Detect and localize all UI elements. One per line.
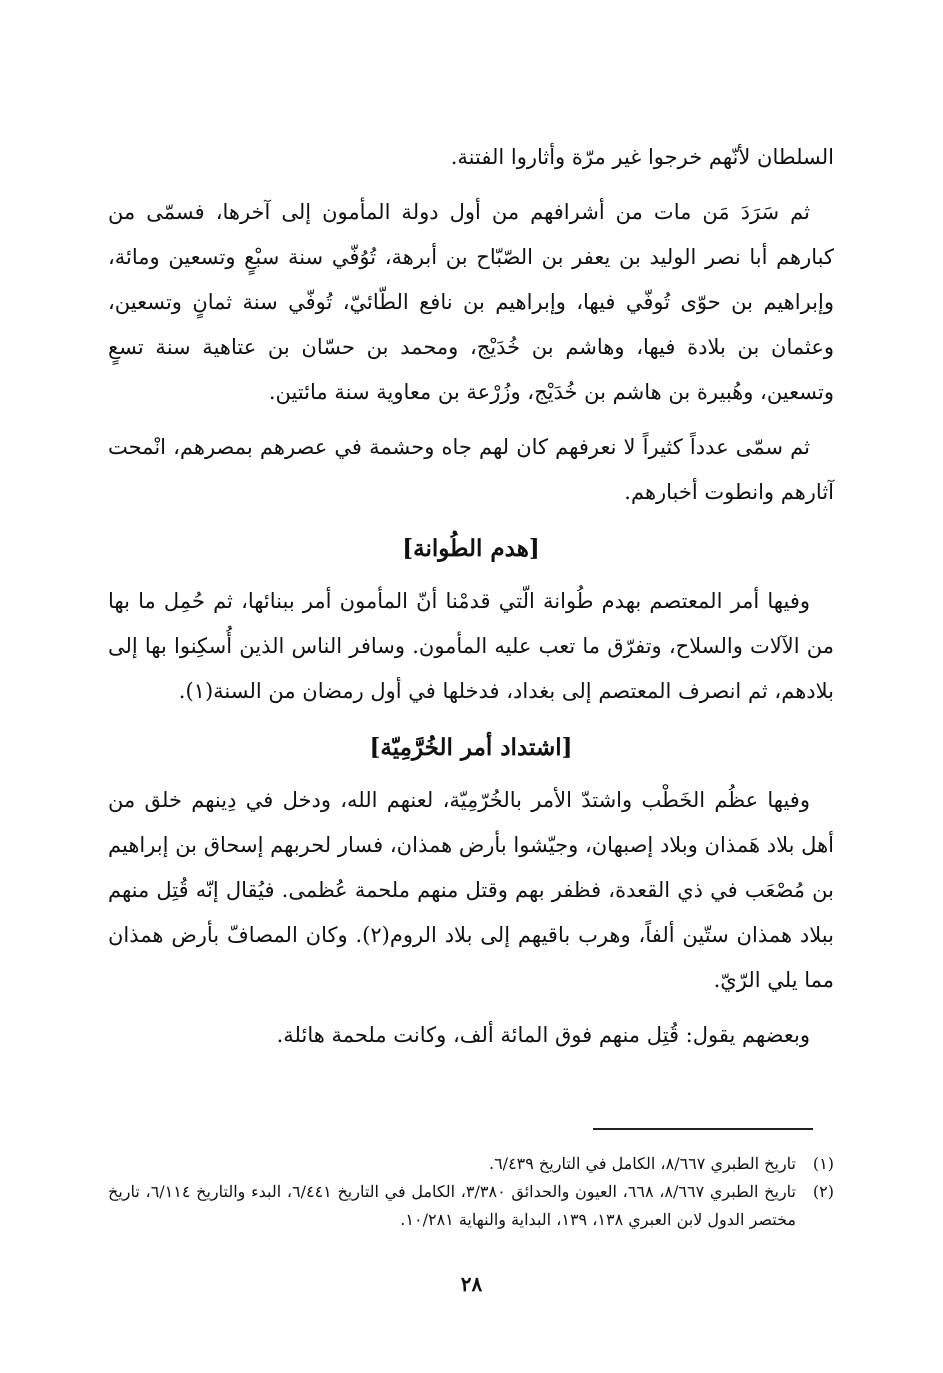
paragraph-casualties: وبعضهم يقول: قُتِل منهم فوق المائة ألف، وكانت ملحمة هائلة. — [276, 1023, 810, 1047]
paragraph-continuation: السلطان لأنّهم خرجوا غير مرّة وأثاروا الفتنة. — [450, 145, 834, 169]
paragraph-khurramiyya: وفيها عظُم الخَطْب واشتدّ الأمر بالخُرّمِيّة، لعنهم الله، ودخل في دِينهم خلق من أهل بلاد هَمذان وبلاد إصبهان، وجيّشوا بأرض همذان، فسار لحربهم إسحاق بن إبراهيم بن مُصْعَب في ذي القعدة، فظفر بهم وقتل منهم ملحمة عُظمى. فيُقال إنّه قُتِل منهم ببلاد همذان ستّين ألفاً، وهرب باقيهم إلى بلاد الروم(٢). وكان المصافّ بأرض همذان مما يلي الرّيّ. — [108, 788, 834, 992]
section-heading-tuwana: [هدم الطُوانة] — [402, 535, 540, 562]
footnote-text: تاريخ الطبري ٨/٦٦٧، الكامل في التاريخ ٦/٤٣٩. — [488, 1154, 796, 1173]
footnote-text: تاريخ الطبري ٨/٦٦٧، ٦٦٨، العيون والحدائق ٣/٣٨٠، الكامل في التاريخ ٦/٤٤١، البدء والتاريخ ٦/١١٤، تاريخ مختصر الدول لابن العبري ١٣٨، ١٣٩، البداية والنهاية ١٠/٢٨١. — [108, 1182, 797, 1229]
page-number: ٢٨ — [460, 1272, 483, 1296]
footnote — [108, 1150, 834, 1178]
footnote-divider — [593, 1128, 813, 1130]
paragraph-notables: ثم سَرَدَ مَن مات من أشرافهم من أول دولة المأمون إلى آخرها، فسمّى من كبارهم أبا نصر الوليد بن يعفر بن الصّبّاح بن أبرهة، تُوُفّي سنة سبْعٍ وتسعين ومائة، وإبراهيم بن حوّى تُوفّي فيها، وإبراهيم بن نافع الطّائيّ، تُوفّي سنة ثمانٍ وتسعين، وعثمان بن بلادة فيها، وهاشم بن خُدَيْج، ومحمد بن حسّان بن عتاهية سنة تسعٍ وتسعين، وهُبيرة بن هاشم بن خُدَيْج، وزُرْعة بن معاوية سنة مائتين. — [108, 200, 834, 404]
footnote-number: (١) — [812, 1154, 834, 1173]
footnote-number: (٢) — [812, 1182, 834, 1201]
footnotes — [108, 1150, 834, 1234]
paragraph-tuwana: وفيها أمر المعتصم بهدم طُوانة الّتي قدمْنا أنّ المأمون أمر ببنائها، ثم حُمِل ما بها من الآلات والسلاح، وتفرّق ما تعب عليه المأمون. وسافر الناس الذين أُسكِنوا بها إلى بلادهم، ثم انصرف المعتصم إلى بغداد، فدخلها في أول رمضان من السنة(١). — [108, 589, 834, 703]
footnote — [108, 1178, 834, 1234]
main-text — [108, 135, 834, 1068]
paragraph-others: ثم سمّى عدداً كثيراً لا نعرفهم كان لهم جاه وحشمة في عصرهم بمصرهم، انْمحت آثارهم وانطوت أخبارهم. — [108, 435, 834, 504]
section-heading-khurramiyya: [اشتداد أمر الخُرَّمِيّة] — [369, 734, 573, 761]
